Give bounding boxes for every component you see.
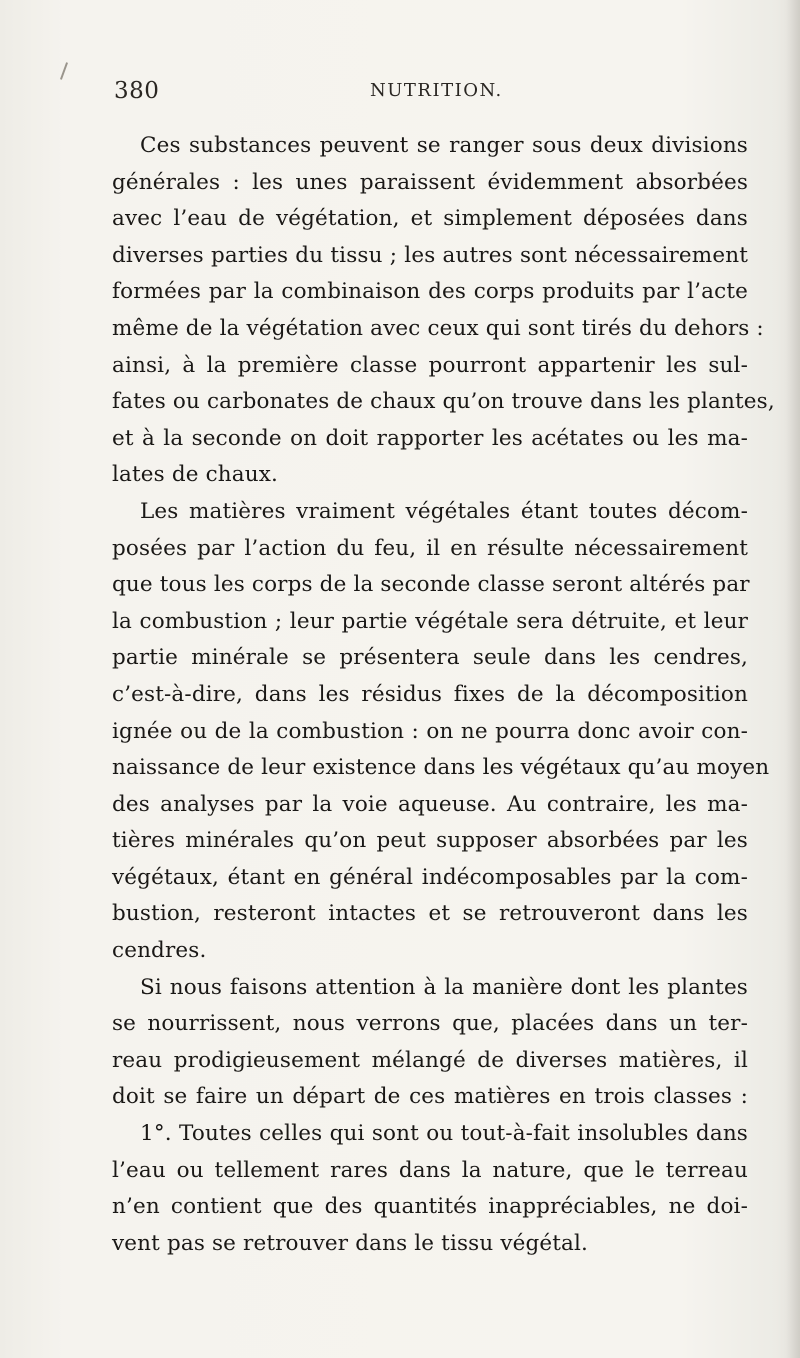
text-line: ainsi, à la première classe pourront appartenir les sul- [112, 352, 748, 378]
text-line: et à la seconde on doit rapporter les acétates ou les ma- [112, 425, 748, 451]
pencil-mark [60, 62, 68, 80]
text-line: formées par la combinaison des corps produits par l’acte [112, 279, 748, 305]
text-line: l’eau ou tellement rares dans la nature, que le terreau [112, 1157, 748, 1183]
text-line: la combustion ; leur partie végétale sera détruite, et leur [112, 608, 748, 634]
body-text [112, 128, 775, 1262]
running-head: NUTRITION. [370, 80, 503, 101]
text-line: n’en contient que des quantités inappréciables, ne doi- [112, 1194, 748, 1220]
text-line: Les matières vraiment végétales étant toutes décom- [140, 498, 748, 524]
page-number: 380 [114, 78, 160, 104]
text-line: végétaux, étant en général indécomposables par la com- [112, 864, 748, 890]
text-line: partie minérale se présentera seule dans les cendres, [112, 645, 748, 671]
text-line: que tous les corps de la seconde classe seront altérés par [112, 572, 750, 598]
text-line: posées par l’action du feu, il en résulte nécessairement [112, 535, 748, 561]
text-line: cendres. [112, 938, 207, 964]
text-line: générales : les unes paraissent évidemment absorbées [112, 169, 748, 195]
text-line: fates ou carbonates de chaux qu’on trouve dans les plantes, [112, 389, 775, 415]
text-line: c’est-à-dire, dans les résidus fixes de la décomposition [112, 681, 748, 707]
text-line: reau prodigieusement mélangé de diverses matières, il [112, 1047, 748, 1073]
text-line: se nourrissent, nous verrons que, placées dans un ter- [112, 1011, 748, 1037]
text-line: vent pas se retrouver dans le tissu végétal. [112, 1230, 589, 1256]
text-line: 1°. Toutes celles qui sont ou tout-à-fait insolubles dans [140, 1121, 748, 1147]
text-line: tières minérales qu’on peut supposer absorbées par les [112, 828, 748, 854]
text-line: avec l’eau de végétation, et simplement déposées dans [112, 206, 748, 232]
text-line: Si nous faisons attention à la manière dont les plantes [140, 974, 748, 1000]
text-line: même de la végétation avec ceux qui sont tirés du dehors : [112, 315, 764, 341]
text-line: bustion, resteront intactes et se retrouveront dans les [112, 901, 748, 927]
text-line: naissance de leur existence dans les végétaux qu’au moyen [112, 755, 770, 781]
page-header [114, 78, 714, 108]
text-line: Ces substances peuvent se ranger sous deux divisions [140, 133, 748, 158]
text-line: des analyses par la voie aqueuse. Au contraire, les ma- [112, 791, 748, 817]
text-line: lates de chaux. [112, 462, 279, 488]
page-edge-shadow [786, 0, 800, 1358]
text-line: ignée ou de la combustion : on ne pourra donc avoir con- [112, 718, 748, 744]
text-line: diverses parties du tissu ; les autres sont nécessairement [112, 242, 748, 268]
text-line: doit se faire un départ de ces matières en trois classes : [112, 1084, 748, 1110]
